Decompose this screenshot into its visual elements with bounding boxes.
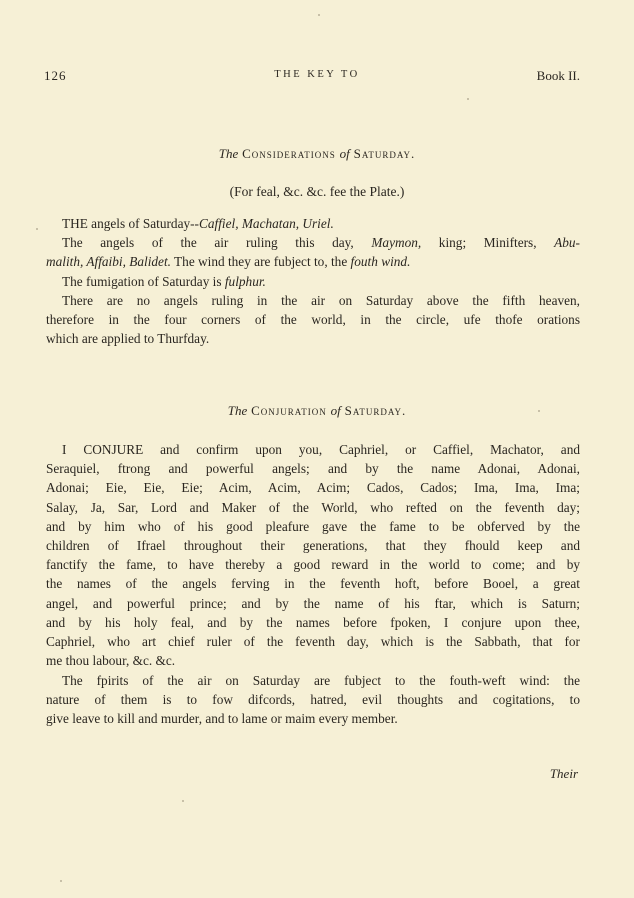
paper-speck [182, 800, 184, 802]
paper-speck [318, 14, 320, 16]
plate-note: (For feal, &c. &c. fee the Plate.) [229, 184, 405, 199]
conjuration-heading: The Conjuration of Saturday. [227, 403, 407, 418]
running-head [0, 68, 634, 88]
fumigation-line: The fumigation of Saturday is fulphur. [62, 273, 266, 289]
text-line: fanctify the fame, to have thereby a good reward in the world to come; and by [46, 557, 580, 573]
text-line: me thou labour, &c. &c. [46, 653, 176, 669]
text-line: There are no angels ruling in the air on Saturday above the fifth heaven, [62, 292, 580, 308]
spirits-text [46, 671, 580, 729]
text-line: the names of the angels ferving in the feventh hoft, before Booel, a great [46, 576, 580, 592]
paper-speck [60, 880, 62, 882]
text-line: and by his holy feal, and by the names before fpoken, I conjure upon thee, [46, 614, 580, 630]
considerations-heading: The Considerations of Saturday. [218, 146, 416, 161]
text-line: children of Ifrael throughout their generations, that they fhould keep and [46, 538, 580, 554]
considerations-text [46, 214, 580, 348]
angels-of-saturday-line: THE angels of Saturday--Caffiel, Machatan, Uriel. [62, 216, 334, 231]
book-reference: Book II. [536, 68, 580, 83]
text-line: I CONJURE and confirm upon you, Caphriel, or Caffiel, Machator, and [62, 442, 580, 457]
text-line: and by him who of his good pleafure gave the fame to be obferved by the [46, 518, 580, 534]
paper-speck [467, 98, 469, 100]
text-line: therefore in the four corners of the world, in the circle, ufe thofe orations [46, 312, 580, 328]
text-line: give leave to kill and murder, and to lame or maim every member. [46, 711, 398, 727]
text-line: Seraquiel, ftrong and powerful angels; and by the name Adonai, Adonai, [46, 461, 580, 477]
page-number: 126 [44, 68, 67, 83]
text-line: angel, and powerful prince; and by the name of his ftar, which is Saturn; [46, 595, 580, 611]
text-line: The fpirits of the air on Saturday are fubject to the fouth-weft wind: the [62, 673, 580, 688]
paper-speck [538, 410, 540, 412]
text-line: Salay, Ja, Sar, Lord and Maker of the World, who refted on the feventh day; [46, 499, 580, 515]
text-line: nature of them is to fow difcords, hatred, evil thoughts and cogitations, to [46, 692, 580, 708]
text-line: which are applied to Thurfday. [46, 331, 210, 347]
text-line: Adonai; Eie, Eie, Eie; Acim, Acim, Acim; Cados, Cados; Ima, Ima, Ima; [46, 480, 580, 496]
text-line: Caphriel, who art chief ruler of the feventh day, which is the Sabbath, that for [46, 634, 580, 650]
catchword: Their [549, 766, 578, 781]
running-title: THE KEY TO [274, 69, 360, 80]
paper-speck [36, 228, 38, 230]
conjuration-text [46, 440, 580, 670]
angels-of-air-line: The angels of the air ruling this day, Maymon, king; Minifters, Abu- [62, 235, 580, 251]
ministers-line: malith, Affaibi, Balidet. The wind they are fubject to, the fouth wind. [46, 254, 411, 270]
